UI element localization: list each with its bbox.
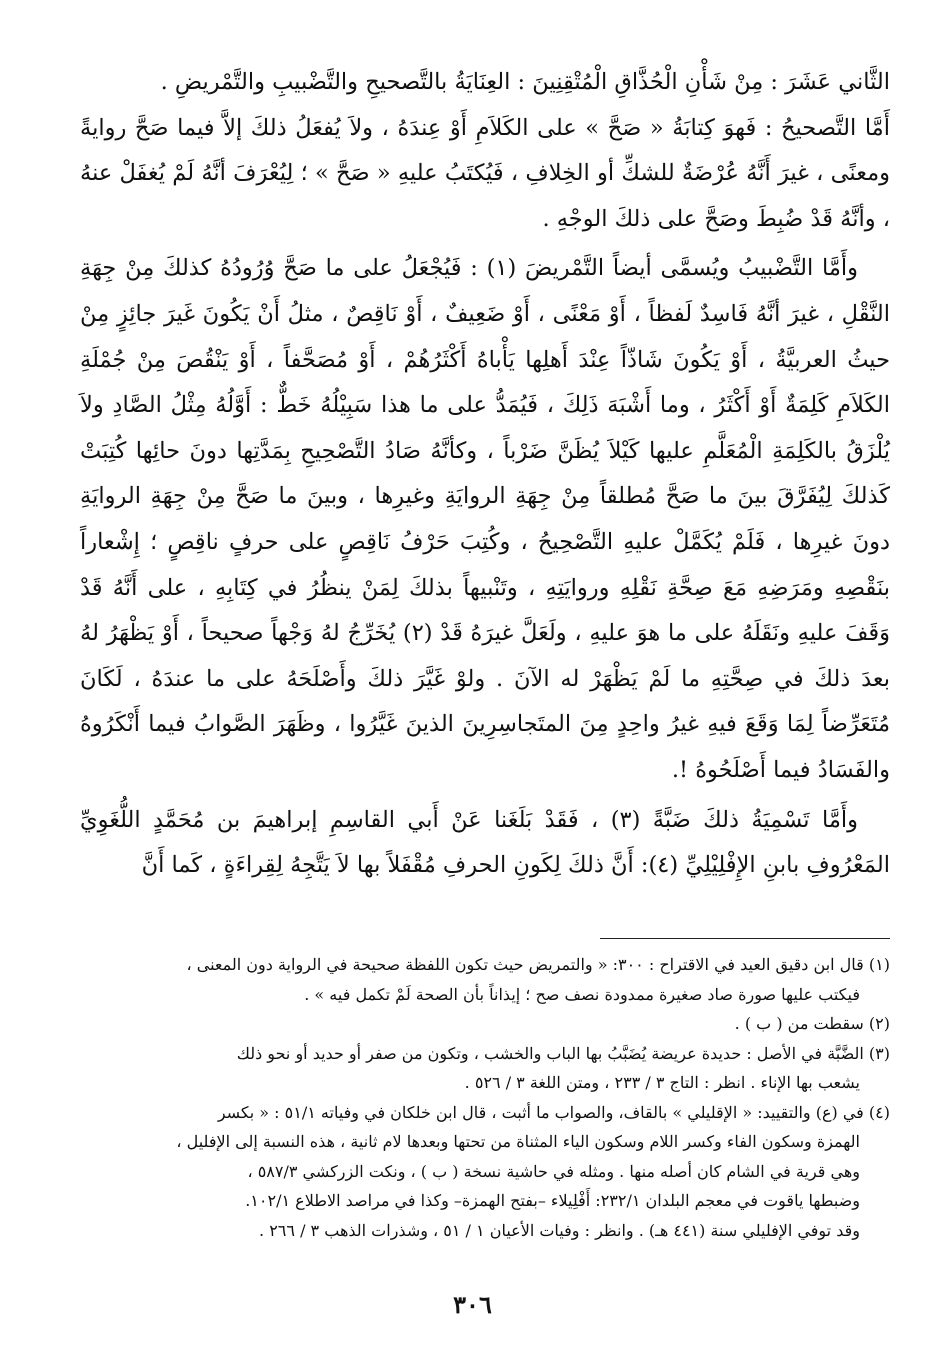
paragraph-dabba: وأَمَّا تَسْمِيَةُ ذلكَ ضَبَّةً (٣) ، فَقَدْ بَلَغَنا عَنْ أَبي القاسِمِ إبراهيمَ بن مُحَمَّدٍ اللُّغَوِيِّ المَعْرُوفِ بابنِ الإِفْلِيْلِيِّ (٤): أَنَّ ذلكَ لِكَونِ الحرفِ مُقْفَلاً بها لاَ يَتَّجِهُ لِقِراءَةٍ ، كَما أَنَّ: [80, 806, 890, 879]
footnote-3-cont: يشعب بها الإناء . انظر : التاج ٣ / ٢٣٣ ، ومتن اللغة ٣ / ٥٢٦ .: [464, 1073, 860, 1092]
paragraph-tashih: أَمَّا التَّصحيحُ : فَهوَ كِتابَةُ « صَحَّ » على الكَلاَمِ أَوْ عِندَهُ ، ولاَ يُفعَلُ ذلكَ إلاَّ فيما صَحَّ روايةً ومعنًى ، غيرَ أَنَّهُ عُرْضَةٌ للشكِّ أو الخِلافِ ، فَيُكتَبُ عليهِ « صَحَّ » ؛ لِيُعْرَفَ أنَّهُ لَمْ يُغفَلْ عنهُ ، وأنَّهُ قَدْ ضُبِطَ وصَحَّ على ذلكَ الوجْهِ .: [80, 114, 890, 232]
paragraph-tadbib: وأَمَّا التَّضْبيبُ ويُسمَّى أيضاً التَّمْريضَ (١) : فَيُجْعَلُ على ما صَحَّ وُرُودُهُ كذلكَ مِنْ جِهَةِ النَّقْلِ ، غيرَ أنَّهُ فَاسِدٌ لَفظاً ، أَوْ مَعْنًى ، أَوْ ضَعِيفٌ ، أَوْ نَاقِصٌ ، مثلُ أَنْ يَكُونَ غَيرَ جائِزٍ مِنْ حيثُ العربيَّةُ ، أَوْ يَكُونَ شَاذّاً عِنْدَ أَهلِها يَأْباهُ أَكْثَرُهُمْ ، أَوْ مُصَحَّفاً ، أَوْ يَنْقُصَ مِنْ جُمْلَةِ الكَلاَمِ كَلِمَةٌ أَوْ أَكْثَرُ ، وما أَشْبَهَ ذَلِكَ ، فَيُمَدُّ على ما هذا سَبِيْلُهُ خَطٌّ : أَوَّلُهُ مِثْلُ الصَّادِ ولاَ يُلْزَقُ بالكَلِمَةِ الْمُعَلَّمِ عليها كَيْلاَ يُظَنَّ ضَرْباً ، وكأنَّهُ صَادُ التَّصْحِيحِ بِمَدَّتِها دونَ حائِها كُتِبَتْ كَذلكَ لِيُفَرَّقَ بينَ ما صَحَّ مُطلقاً مِنْ جِهَةِ الروايَةِ وغيرِها ، وبينَ ما صَحَّ مِنْ جِهَةِ الروايَةِ دونَ غيرِها ، فَلَمْ يُكَمَّلْ عليهِ التَّصْحِيحُ ، وكُتِبَ حَرْفُ نَاقِصٍ على حرفٍ ناقِصٍ ؛ إِشْعاراً بنَقْصِهِ ومَرَضِهِ مَعَ صِحَّةِ نَقْلِهِ وروايَتِهِ ، وتَنْبيهاً بذلكَ لِمَنْ ينظُرُ في كِتَابِهِ ، على أَنَّهُ قَدْ وَقَفَ عليهِ ونَقَلَهُ على ما هوَ عليهِ ، ولَعَلَّ غيرَهُ قَدْ (٢) يُخَرِّجُ لهُ وَجْهاً صحيحاً ، أَوْ يَظْهَرُ لهُ بعدَ ذلكَ في صِحَّتِهِ ما لَمْ يَظْهَرْ له الآنَ . ولوْ غَيَّرَ ذلكَ وأَصْلَحَهُ على ما عندَهُ ، لَكَانَ مُتَعَرِّضاً لِمَا وَقَعَ فيهِ غيرُ واحِدٍ مِنَ المتَجاسِرِينَ الذينَ غَيَّرُوا ، وظَهَرَ الصَّوابُ فيما أَنْكَرُوهُ والفَسَادُ فيما أَصْلَحُوهُ !.: [80, 255, 890, 783]
footnote-1-cont: فيكتب عليها صورة صاد صغيرة ممدودة نصف صح ؛ إيذاناً بأن الصحة لَمْ تكمل فيه » .: [304, 984, 860, 1004]
footnote-4-cont-2: وهي قرية في الشام كان أصله منها . ومثله في حاشية نسخة ( ب ) ، ونكت الزركشي ٥٨٧/٣ ،: [247, 1161, 860, 1181]
footnote-2: (٢) سقطت من ( ب ) .: [734, 1014, 890, 1033]
footnote-divider: [600, 938, 890, 939]
paragraph-twelfth: الثَّاني عَشَرَ : مِنْ شَأْنِ الْحُذَّاقِ الْمُتْقِنِينَ : العِنَايَةُ بالتَّصحيحِ والتَّضْبيبِ والتَّمْريضِ .: [160, 69, 890, 95]
main-text: [80, 60, 890, 889]
page-number: ٣٠٦: [453, 1290, 492, 1319]
book-page: [80, 60, 890, 1240]
footnote-4-cont-1: الهمزة وسكون الفاء وكسر اللام وسكون الياء المثناة من تحتها وبعدها لام ثانية ، هذه النسبة إلى الإفليل ،: [176, 1132, 860, 1151]
footnote-4-cont-3: وضبطها ياقوت في معجم البلدان ٢٣٢/١: أَفْلِيلاء –بفتح الهمزة– وكذا في مراصد الاطلاع ١٠٢/١.: [245, 1191, 860, 1210]
footnote-1: (١) قال ابن دقيق العيد في الاقتراح : ٣٠٠: « والتمريض حيث تكون اللفظة صحيحة في الرواية دون المعنى ،: [186, 955, 890, 974]
footnotes: [80, 950, 890, 1245]
footnote-3: (٣) الضَّبَّة في الأصل : حديدة عريضة يُضَبَّبُ بها الباب والخشب ، وتكون من صفر أو حديد أو نحو ذلك: [236, 1043, 890, 1063]
footnote-4-cont-4: وقد توفي الإفليلي سنة (٤٤١ هـ) . وانظر : وفيات الأعيان ١ / ٥١ ، وشذرات الذهب ٣ / ٢٦٦ .: [259, 1220, 860, 1240]
footnote-4: (٤) في (ع) والتقييد: « الإقليلي » بالقاف، والصواب ما أثبت ، قال ابن خلكان في وفياته ٥١/١ : « بكسر: [217, 1102, 890, 1122]
